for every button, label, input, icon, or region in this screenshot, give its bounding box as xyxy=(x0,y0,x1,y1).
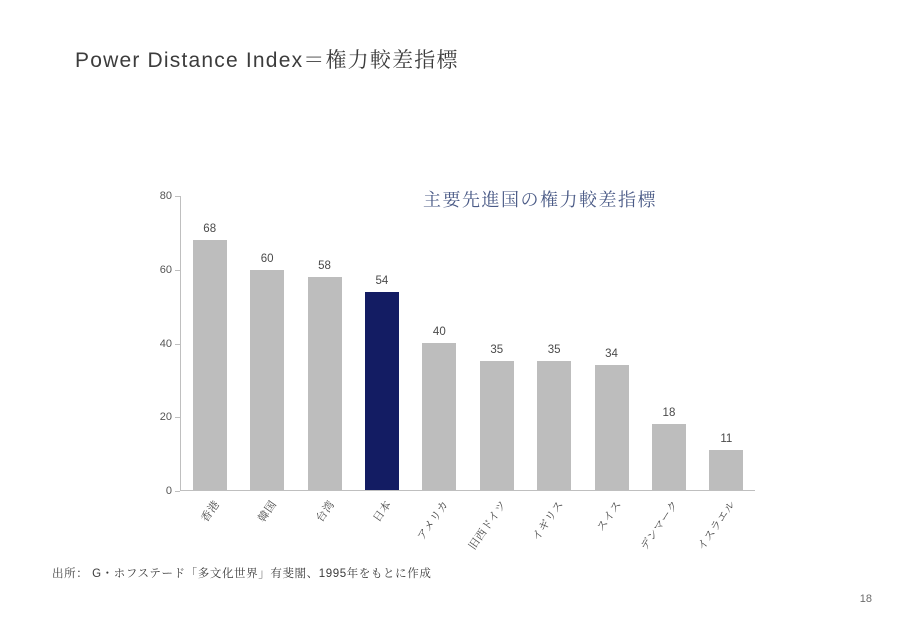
bar-value-label: 40 xyxy=(432,326,446,338)
x-axis-tick-label: デンマーク xyxy=(638,498,682,553)
x-axis-tick-label: 旧西ドイツ xyxy=(466,498,510,553)
bar-slot xyxy=(525,196,582,490)
y-axis-tick-mark xyxy=(175,344,180,345)
x-axis-labels xyxy=(181,495,755,565)
bar-value-label: 58 xyxy=(318,259,331,272)
y-axis-tick-mark xyxy=(175,196,180,197)
page-title: Power Distance Index＝権力較差指標 xyxy=(75,49,459,72)
x-label-slot xyxy=(640,495,697,565)
bar[interactable] xyxy=(193,240,227,490)
bar-value-label: 68 xyxy=(203,223,217,236)
x-label-slot xyxy=(238,495,295,565)
bar-slot xyxy=(468,196,525,490)
chart-plot-area xyxy=(159,190,755,497)
bar[interactable] xyxy=(422,343,456,490)
bar-value-label: 60 xyxy=(260,252,274,265)
x-label-slot xyxy=(583,495,640,565)
bar[interactable] xyxy=(709,450,743,490)
bar-slot xyxy=(296,196,353,490)
x-label-slot xyxy=(411,495,468,565)
x-axis-tick-label: 日本 xyxy=(371,498,395,525)
bar-series xyxy=(181,196,755,490)
source-note: 出所： G・ホフステード「多文化世界」有斐閣、1995年をもとに作成 xyxy=(52,568,432,580)
bar[interactable] xyxy=(652,424,686,490)
bar-slot xyxy=(411,196,468,490)
y-axis-tick-mark xyxy=(175,270,180,271)
y-axis-tick-label: 0 xyxy=(165,485,172,497)
x-axis-tick-label: イスラエル xyxy=(695,498,739,553)
bar[interactable] xyxy=(480,361,514,490)
chart-title: 主要先進国の権力較差指標 xyxy=(423,190,657,210)
x-axis-tick-label: アメリカ xyxy=(415,498,452,543)
y-axis-tick-label: 80 xyxy=(159,190,172,202)
bar[interactable] xyxy=(308,277,342,490)
bar[interactable] xyxy=(595,365,629,490)
bar[interactable] xyxy=(365,292,399,490)
bar-slot xyxy=(181,196,238,490)
bar-slot xyxy=(640,196,697,490)
x-axis-tick-label: 韓国 xyxy=(256,498,280,525)
x-axis-tick-label: 香港 xyxy=(198,498,222,525)
y-axis-tick-label: 60 xyxy=(159,263,172,276)
bar-value-label: 18 xyxy=(662,406,676,419)
bar-value-label: 34 xyxy=(605,348,618,361)
y-axis-tick-mark xyxy=(175,417,180,418)
bar-slot xyxy=(698,196,755,490)
bar-slot xyxy=(583,196,640,490)
bar[interactable] xyxy=(250,270,284,491)
bar-value-label: 54 xyxy=(375,274,389,287)
y-axis-tick-mark xyxy=(175,491,180,492)
x-label-slot xyxy=(525,495,582,565)
x-label-slot xyxy=(695,495,755,565)
x-label-slot xyxy=(353,495,410,565)
bar[interactable] xyxy=(537,361,571,490)
x-axis-tick-label: 台湾 xyxy=(313,498,337,525)
page-number: 18 xyxy=(859,593,872,605)
x-label-slot xyxy=(468,495,525,565)
x-axis-tick-label: スイス xyxy=(594,498,624,534)
bar-slot xyxy=(353,196,410,490)
bar-slot xyxy=(238,196,295,490)
x-label-slot xyxy=(181,495,238,565)
bar-value-label: 35 xyxy=(490,344,504,357)
x-axis-line xyxy=(180,490,755,491)
chart-container xyxy=(120,180,780,553)
y-axis-tick-label: 40 xyxy=(159,337,172,350)
bar-value-label: 11 xyxy=(720,432,733,445)
x-axis-tick-label: イギリス xyxy=(530,498,567,544)
x-label-slot xyxy=(296,495,353,565)
bar-value-label: 35 xyxy=(547,344,561,357)
y-axis-tick-label: 20 xyxy=(159,411,172,424)
